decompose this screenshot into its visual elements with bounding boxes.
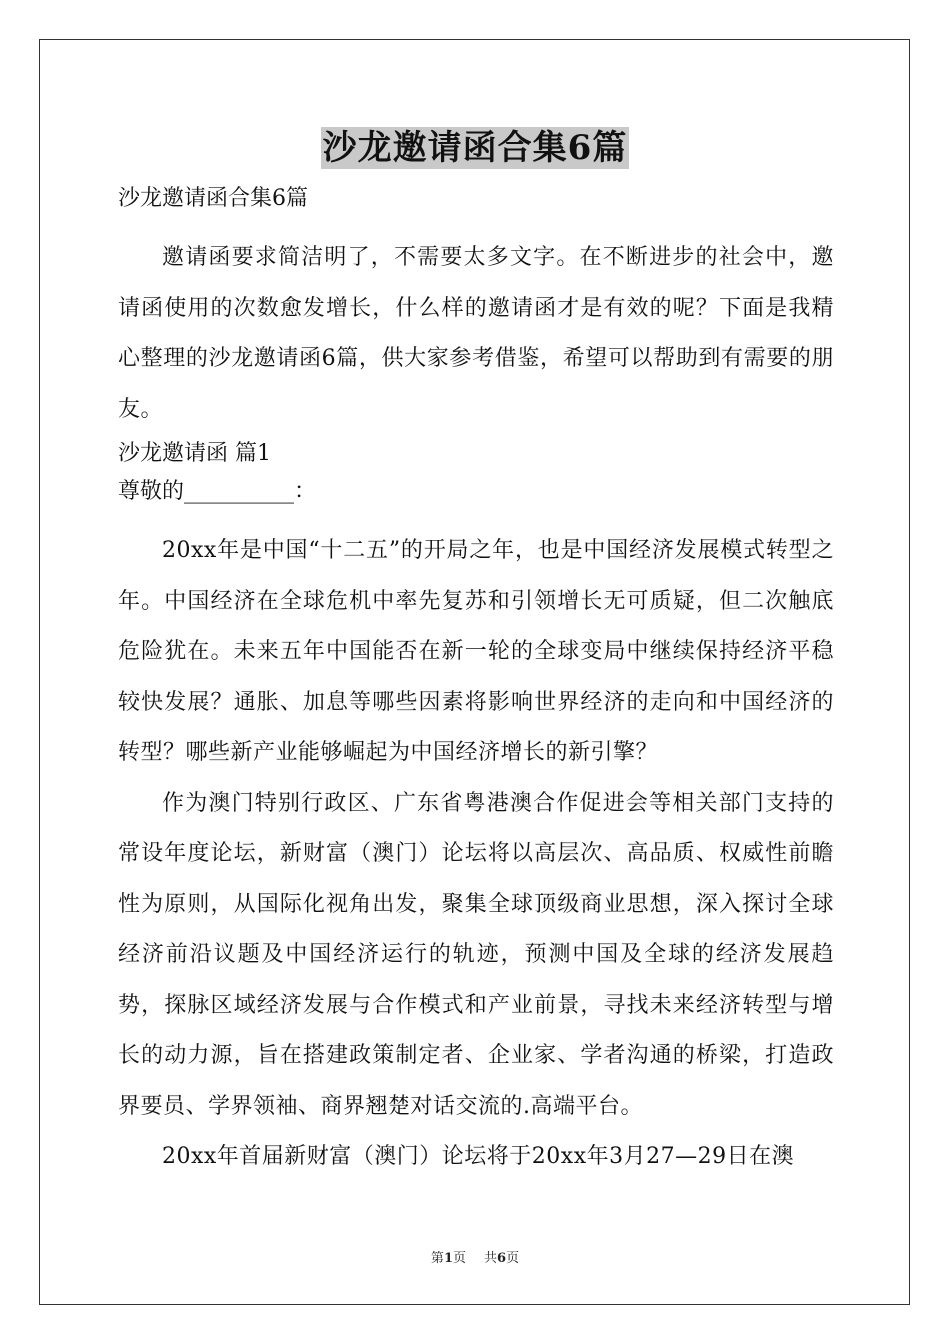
page-label-suffix: 页 <box>452 1251 466 1266</box>
body-paragraph-3: 20xx年首届新财富（澳门）论坛将于20xx年3月27—29日在澳 <box>162 1144 795 1169</box>
page-footer <box>0 1247 950 1266</box>
page-current: 1 <box>443 1251 453 1266</box>
body-paragraph-1: 20xx年是中国“十二五”的开局之年，也是中国经济发展模式转型之年。中国经济在全球危机中率先复苏和引领增长无可质疑，但二次触底危险犹在。未来五年中国能否在新一轮的全球变局中继续保持经济平稳较快发展？通胀、加息等哪些因素将影响世界经济的走向和中国经济的转型？哪些新产业能够崛起为中国经济增长的新引擎？ <box>118 538 834 765</box>
page-total: 6 <box>497 1251 507 1266</box>
document-title-text: 沙龙邀请函合集6篇 <box>322 128 628 168</box>
section-heading: 沙龙邀请函 篇1 <box>118 441 271 466</box>
salutation: 尊敬的__________： <box>118 479 317 504</box>
total-label-prefix: 共 <box>484 1251 498 1266</box>
page-label-prefix: 第 <box>430 1251 444 1266</box>
document-subtitle: 沙龙邀请函合集6篇 <box>118 186 308 211</box>
intro-paragraph: 邀请函要求简洁明了，不需要太多文字。在不断进步的社会中，邀请函使用的次数愈发增长，什么样的邀请函才是有效的呢？下面是我精心整理的沙龙邀请函6篇，供大家参考借鉴，希望可以帮助到有需要的朋友。 <box>118 245 834 422</box>
total-label-suffix: 页 <box>506 1251 520 1266</box>
body-paragraph-2: 作为澳门特别行政区、广东省粤港澳合作促进会等相关部门支持的常设年度论坛，新财富（澳门）论坛将以高层次、高品质、权威性前瞻性为原则，从国际化视角出发，聚集全球顶级商业思想，深入探讨全球经济前沿议题及中国经济运行的轨迹，预测中国及全球的经济发展趋势，探脉区域经济发展与合作模式和产业前景，寻找未来经济转型与增长的动力源，旨在搭建政策制定者、企业家、学者沟通的桥梁，打造政界要员、学界领袖、商界翘楚对话交流的.高端平台。 <box>118 790 834 1119</box>
document-body <box>118 180 834 1183</box>
document-title <box>0 126 950 170</box>
